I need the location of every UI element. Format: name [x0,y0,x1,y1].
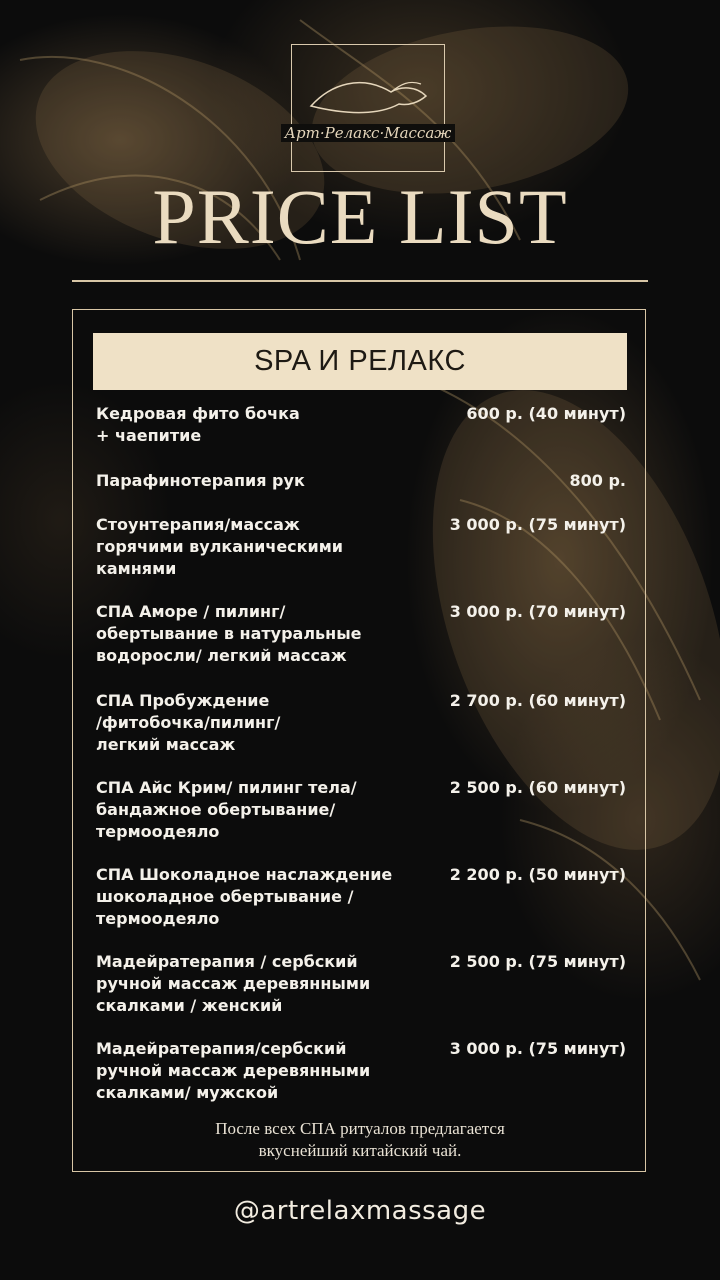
item-name: СПА Пробуждение /фитобочка/пилинг/ легкий массаж [96,691,281,754]
item-price: 2 500 р. (75 минут) [449,952,626,971]
item-price: 2 200 р. (50 минут) [449,865,626,884]
page-title: PRICE LIST [152,173,568,260]
woman-silhouette-icon [291,44,443,134]
item-name: Стоунтерапия/массаж горячими вулканическими камнями [96,515,344,578]
item-name: Мадейратерапия / сербский ручной массаж деревянными скалками / женский [96,952,371,1015]
item-name: СПА Айс Крим/ пилинг тела/ бандажное обертывание/ термоодеяло [96,778,357,841]
item-price: 600 р. (40 минут) [466,404,626,423]
item-name: СПА Шоколадное наслаждение шоколадное обертывание / термоодеяло [96,865,393,928]
logo [284,44,452,172]
item-price: 800 р. [569,471,626,490]
item-name: Кедровая фито бочка + чаепитие [96,404,300,445]
item-name: Парафинотерапия рук [96,471,305,490]
item-price: 2 700 р. (60 минут) [449,691,626,710]
item-price: 3 000 р. (75 минут) [449,515,626,534]
item-name: Мадейратерапия/сербский ручной массаж деревянными скалками/ мужской [96,1039,371,1102]
instagram-handle[interactable]: @artrelaxmassage [233,1196,487,1226]
logo-text: Арт·Релакс·Массаж [253,124,483,142]
item-price: 3 000 р. (70 минут) [449,602,626,621]
item-price: 3 000 р. (75 минут) [449,1039,626,1058]
item-price: 2 500 р. (60 минут) [449,778,626,797]
footer-note: После всех СПА ритуалов предлагается вкуснейший китайский чай. [215,1119,505,1160]
title-divider [72,280,648,282]
item-name: СПА Аморе / пилинг/ обертывание в натуральные водоросли/ легкий массаж [96,602,362,665]
section-header: SPA И РЕЛАКС [93,333,627,390]
